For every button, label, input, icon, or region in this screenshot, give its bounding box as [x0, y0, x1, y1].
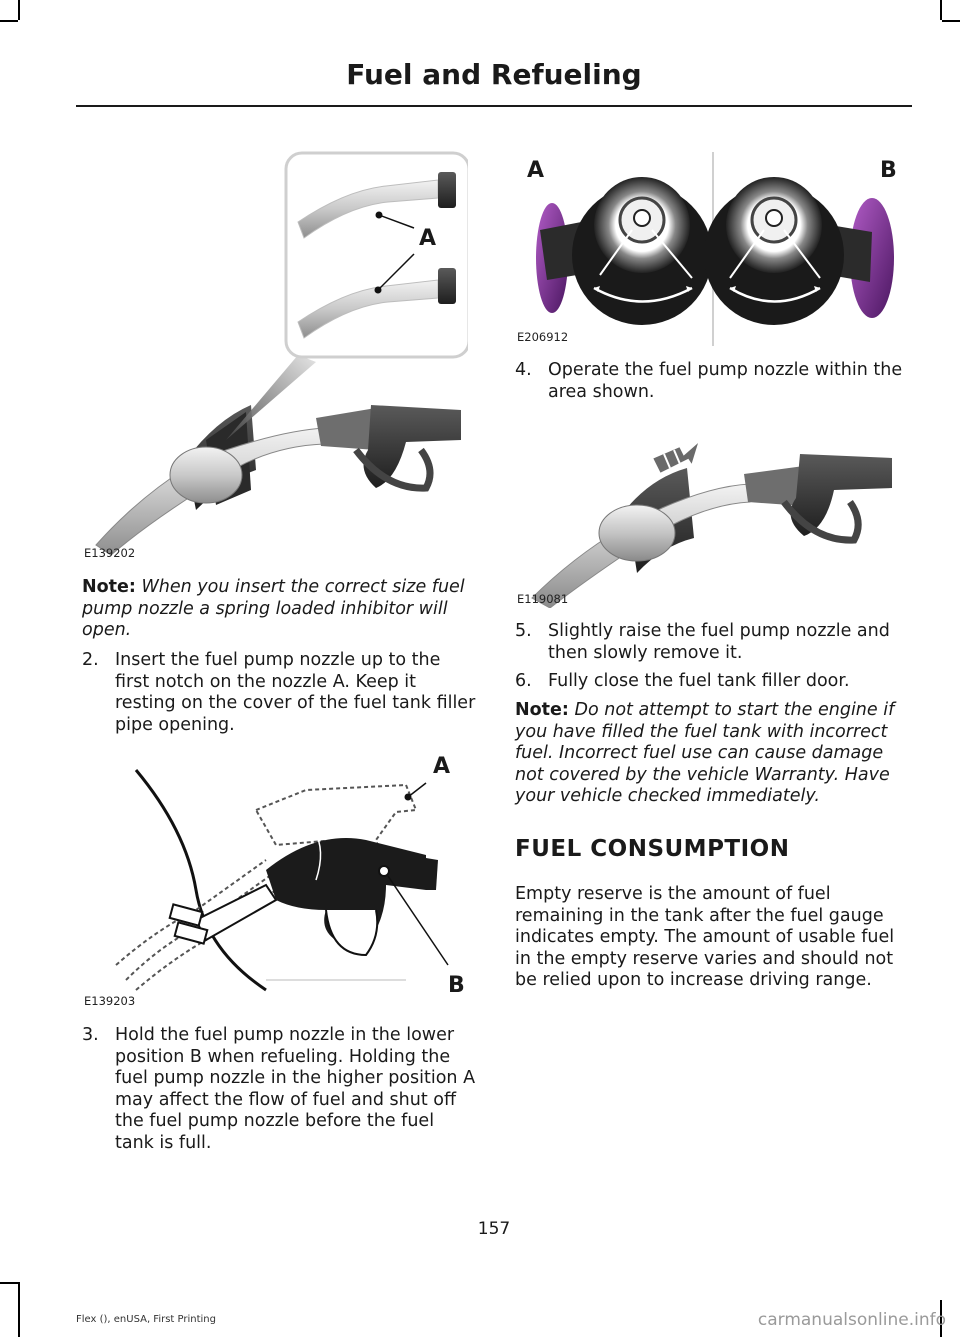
step-3 — [82, 1025, 476, 1155]
figure-code: E119081 — [517, 592, 569, 606]
step-4 — [515, 360, 909, 406]
figure-code: E139203 — [84, 994, 136, 1008]
note-text: Do not attempt to start the engine if you have filled the fuel tank with incorrect fuel. Incorrect fuel use can cause damage not covered by the vehicle Warranty. Have your vehicle checked immediately. — [515, 700, 895, 806]
step-5 — [515, 621, 909, 667]
figure-nozzle-area — [512, 418, 904, 608]
step-number: 2. — [82, 650, 99, 670]
step-number: 5. — [515, 621, 532, 641]
figure-label-a: A — [527, 158, 545, 183]
step-text: Hold the fuel pump nozzle in the lower position B when refueling. Holding the fuel pump nozzle in the higher position A may affect the flow of fuel and shut off the fuel pump nozzle before the fuel tank is full. — [115, 1025, 476, 1153]
header-rule — [76, 105, 912, 107]
figure-code: E139202 — [84, 546, 136, 560]
figure-filler-door — [512, 150, 904, 350]
crop-mark — [18, 0, 20, 20]
figure-code: E206912 — [517, 330, 569, 344]
step-2 — [82, 650, 476, 740]
step-text: Insert the fuel pump nozzle up to the first notch on the nozzle A. Keep it resting on the cover of the fuel tank filler pipe opening. — [115, 650, 476, 735]
page-title: Fuel and Refueling — [346, 58, 642, 91]
figure-label-b: B — [448, 973, 465, 998]
figure-label-a: A — [419, 226, 437, 251]
figure-nozzle-positions — [76, 750, 468, 1012]
crop-mark — [942, 20, 960, 22]
step-text: Fully close the fuel tank filler door. — [548, 671, 850, 691]
figure-label-a: A — [433, 754, 451, 779]
section-heading-fuel-consumption: FUEL CONSUMPTION — [515, 836, 790, 862]
step-number: 6. — [515, 671, 532, 691]
crop-mark — [0, 20, 18, 22]
watermark: carmanualsonline.info — [757, 1310, 946, 1330]
note-label: Note: — [82, 577, 136, 597]
crop-mark — [18, 1282, 20, 1337]
step-text: Operate the fuel pump nozzle within the area shown. — [548, 360, 903, 402]
note-incorrect-fuel — [515, 700, 909, 808]
section-body: Empty reserve is the amount of fuel remaining in the tank after the fuel gauge indicates empty. The amount of usable fuel in the empty reserve varies and should not be relied upon to increase driving range. — [515, 884, 895, 990]
note-text: When you insert the correct size fuel pump nozzle a spring loaded inhibitor will open. — [82, 577, 465, 640]
figure-label-b: B — [880, 158, 897, 183]
crop-mark — [940, 0, 942, 20]
step-text: Slightly raise the fuel pump nozzle and then slowly remove it. — [548, 621, 890, 663]
footer-text: Flex (), enUSA, First Printing — [76, 1314, 216, 1325]
step-number: 4. — [515, 360, 532, 380]
step-number: 3. — [82, 1025, 99, 1045]
note-label: Note: — [515, 700, 569, 720]
figure-nozzle-inset — [76, 150, 468, 560]
page-number: 157 — [477, 1219, 511, 1239]
step-6 — [515, 671, 909, 695]
note-inhibitor — [82, 577, 476, 642]
crop-mark — [0, 1282, 18, 1284]
